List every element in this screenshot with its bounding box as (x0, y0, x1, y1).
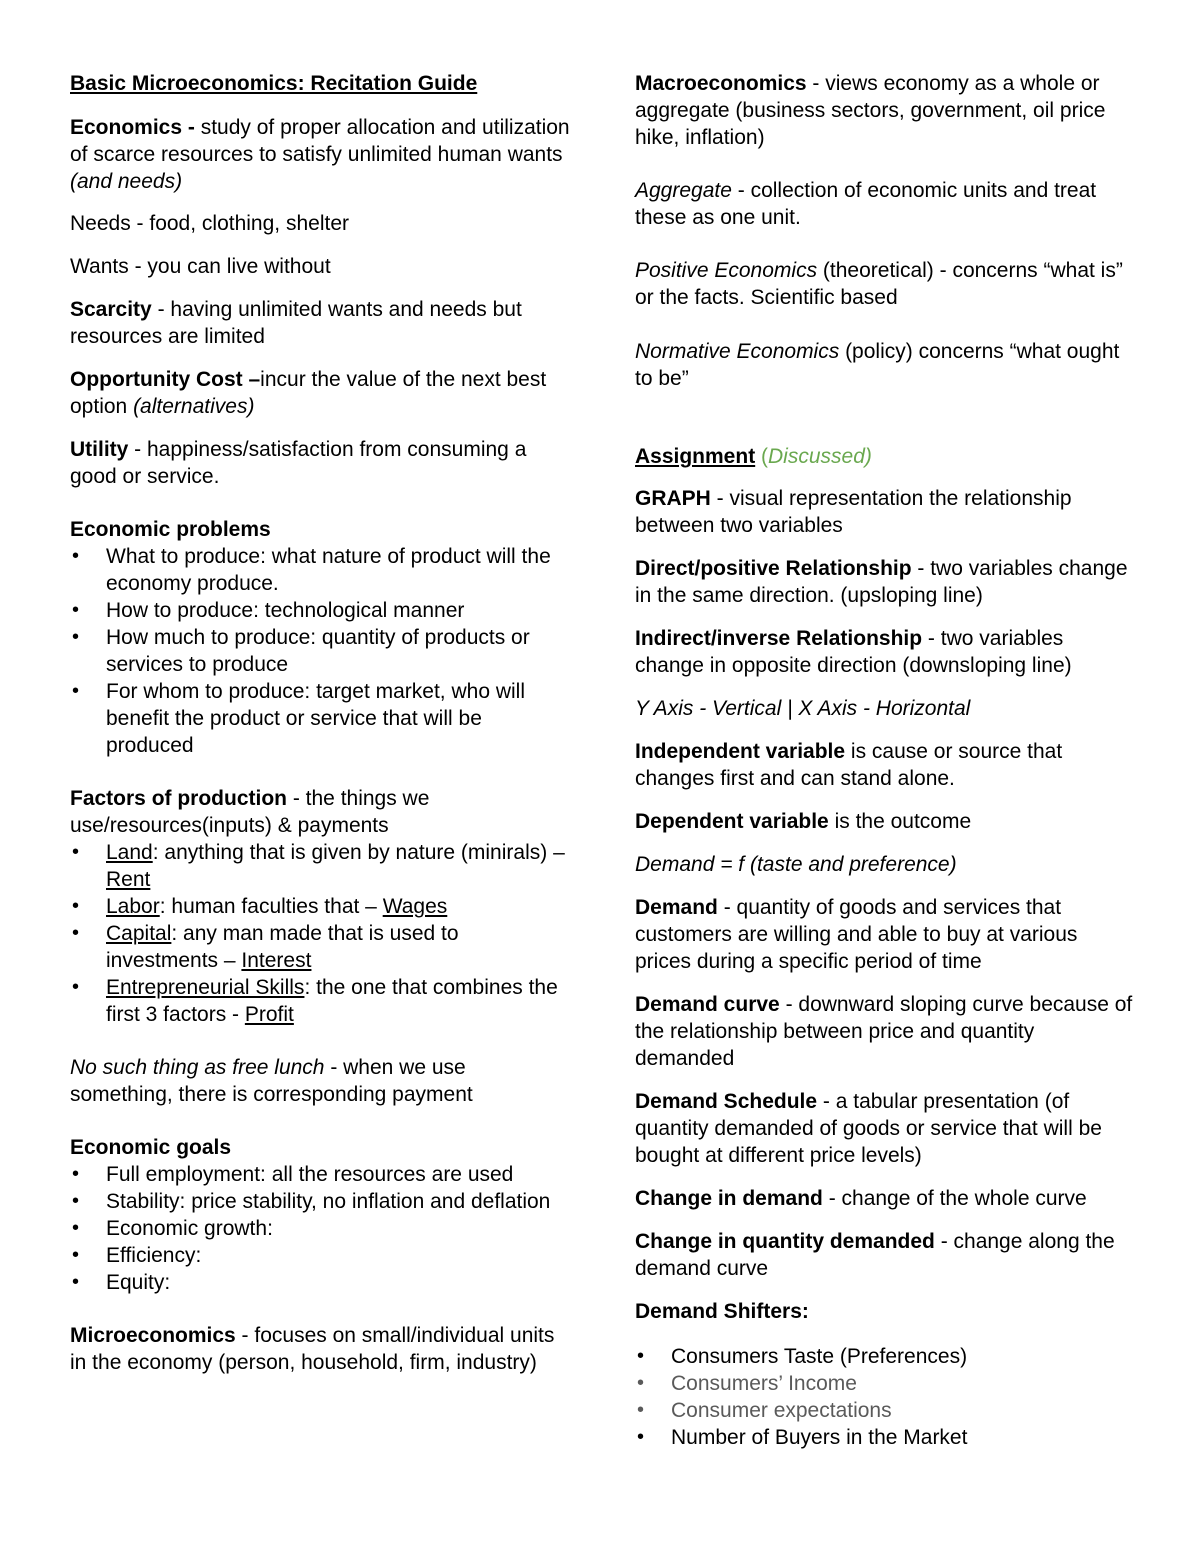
free-lunch-definition: No such thing as free lunch - when we use something, there is corresponding payment (70, 1056, 473, 1106)
list-item: • Stability: price stability, no inflation and deflation (70, 1188, 570, 1215)
demand-curve-definition: Demand curve - downward sloping curve because of the relationship between price and quantity demanded (635, 993, 1133, 1070)
needs-definition: Needs - food, clothing, shelter (70, 212, 349, 235)
list-item: • Equity: (70, 1269, 570, 1296)
utility-definition: Utility - happiness/satisfaction from consuming a good or service. (70, 438, 527, 488)
indirect-relationship-definition: Indirect/inverse Relationship - two variables change in opposite direction (downsloping line) (635, 627, 1072, 677)
list-item: • Capital: any man made that is used to investments – Interest (70, 920, 570, 974)
list-item: • How to produce: technological manner (70, 597, 570, 624)
change-in-quantity-demanded-definition: Change in quantity demanded - change along the demand curve (635, 1230, 1115, 1280)
economic-problems-heading: Economic problems (70, 518, 271, 541)
demand-definition: Demand - quantity of goods and services that customers are willing and able to buy at various prices during a specific period of time (635, 896, 1078, 973)
demand-shifters-heading: Demand Shifters: (635, 1300, 809, 1323)
term: Economics - (70, 116, 195, 139)
demand-schedule-definition: Demand Schedule - a tabular presentation (of quantity demanded of goods or service that will be bought at different price levels) (635, 1090, 1102, 1167)
list-item: • Efficiency: (70, 1242, 570, 1269)
list-item: • Entrepreneurial Skills: the one that combines the first 3 factors - Profit (70, 974, 570, 1028)
list-item: • Labor: human faculties that – Wages (70, 893, 570, 920)
macroeconomics-definition: Macroeconomics - views economy as a whole or aggregate (business sectors, government, oil price hike, inflation) (635, 72, 1106, 149)
assignment-heading: Assignment (Discussed) (635, 445, 872, 468)
list-item: • Economic growth: (70, 1215, 570, 1242)
right-column (635, 70, 1135, 1451)
left-column (70, 70, 570, 1376)
list-item: • Consumer expectations (635, 1397, 1135, 1424)
list-item: • Land: anything that is given by nature (minirals) – Rent (70, 839, 570, 893)
aggregate-definition: Aggregate - collection of economic units and treat these as one unit. (635, 179, 1097, 229)
factors-of-production-heading: Factors of production - the things we use/resources(inputs) & payments (70, 787, 430, 837)
scarcity-definition: Scarcity - having unlimited wants and needs but resources are limited (70, 298, 522, 348)
axes-note: Y Axis - Vertical | X Axis - Horizontal (635, 697, 971, 720)
list-item: • Consumers’ Income (635, 1370, 1135, 1397)
economic-goals-heading: Economic goals (70, 1136, 232, 1159)
list-item: • Consumers Taste (Preferences) (635, 1343, 1135, 1370)
list-item: • Full employment: all the resources are used (70, 1161, 570, 1188)
status-badge: Discussed) (768, 445, 872, 468)
factors-list (70, 839, 570, 1028)
list-item: • For whom to produce: target market, who will benefit the product or service that will be produced (70, 678, 570, 759)
list-item: • How much to produce: quantity of products or services to produce (70, 624, 570, 678)
normative-economics-definition: Normative Economics (policy) concerns “what ought to be” (635, 340, 1120, 390)
positive-economics-definition: Positive Economics (theoretical) - concerns “what is” or the facts. Scientific based (635, 259, 1123, 309)
list-item: • What to produce: what nature of product will the economy produce. (70, 543, 570, 597)
independent-variable-definition: Independent variable is cause or source that changes first and can stand alone. (635, 740, 1063, 790)
economic-problems-list (70, 543, 570, 759)
demand-shifters-list (635, 1343, 1135, 1451)
wants-definition: Wants - you can live without (70, 255, 331, 278)
economic-goals-list (70, 1161, 570, 1296)
microeconomics-definition: Microeconomics - focuses on small/individual units in the economy (person, household, firm, industry) (70, 1324, 555, 1374)
demand-function: Demand = f (taste and preference) (635, 853, 957, 876)
dependent-variable-definition: Dependent variable is the outcome (635, 810, 972, 833)
economics-definition: Economics - study of proper allocation and utilization of scarce resources to satisfy unlimited human wants (and needs) (70, 116, 570, 193)
direct-relationship-definition: Direct/positive Relationship - two variables change in the same direction. (upsloping line) (635, 557, 1128, 607)
page-title: Basic Microeconomics: Recitation Guide (70, 72, 478, 95)
graph-definition: GRAPH - visual representation the relationship between two variables (635, 487, 1072, 537)
list-item: • Number of Buyers in the Market (635, 1424, 1135, 1451)
opportunity-cost-definition: Opportunity Cost –incur the value of the next best option (alternatives) (70, 368, 547, 418)
change-in-demand-definition: Change in demand - change of the whole curve (635, 1187, 1087, 1210)
